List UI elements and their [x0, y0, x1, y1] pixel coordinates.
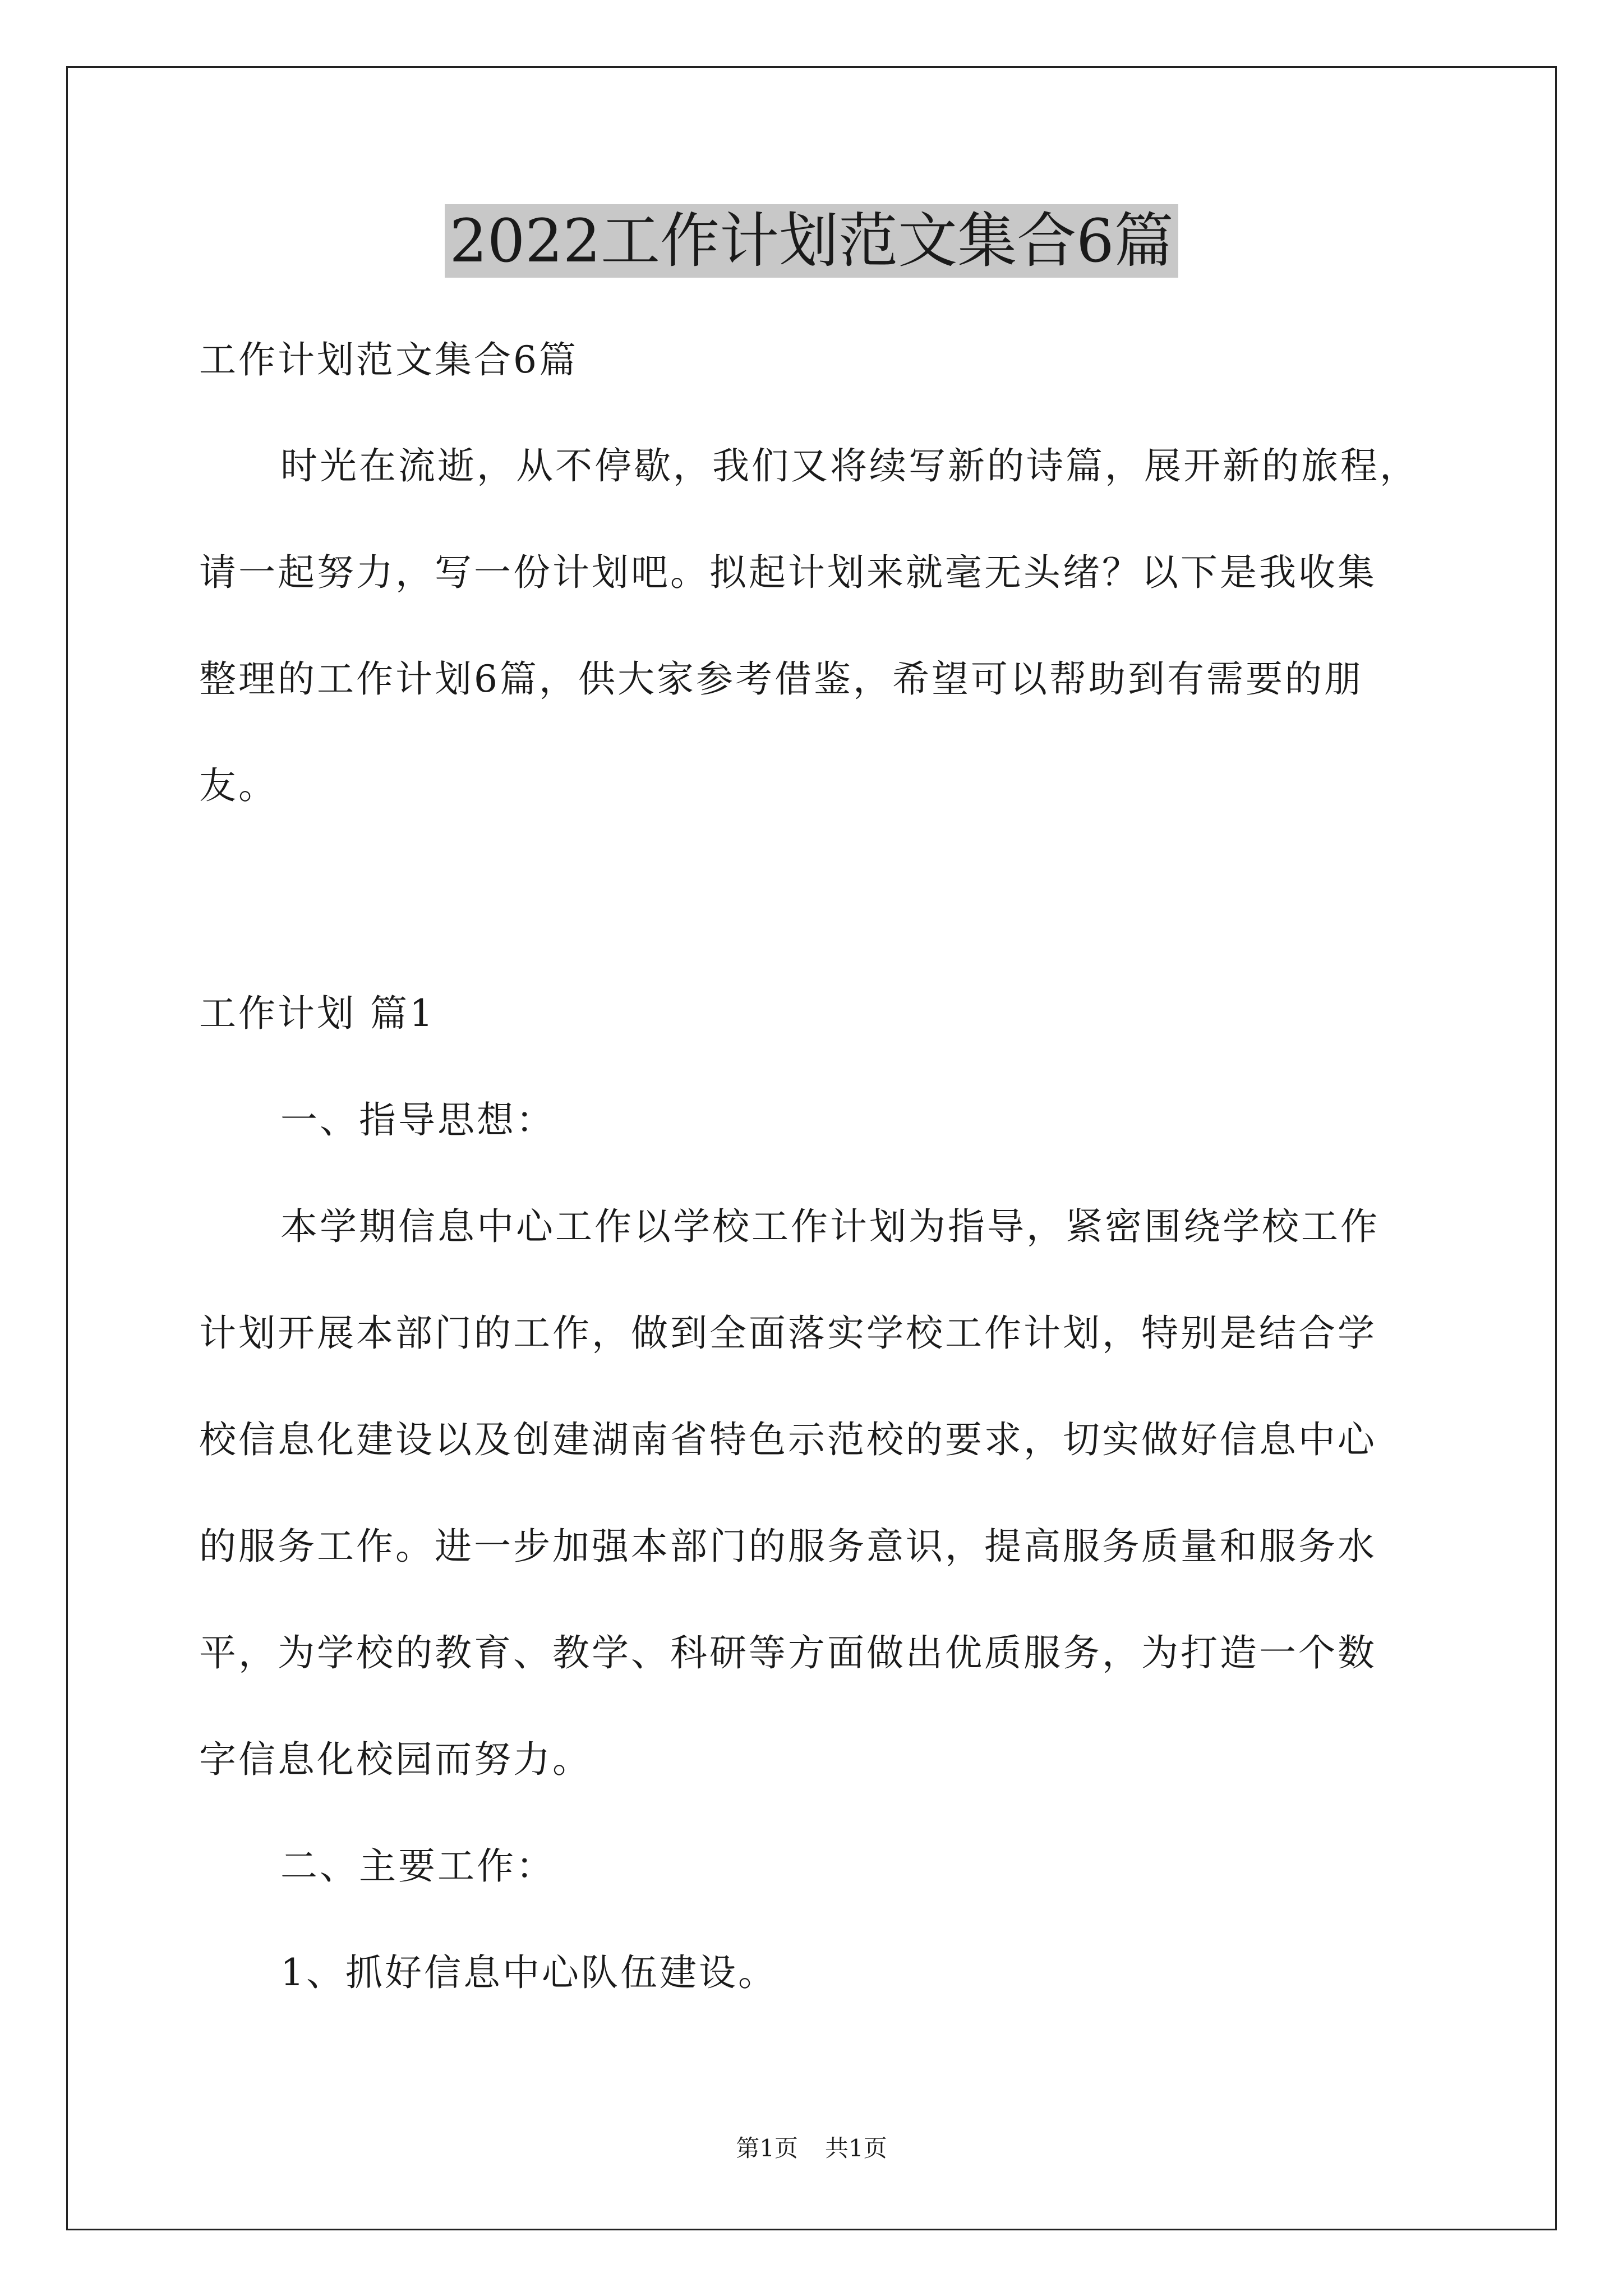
intro-line-2: 请一起努力，写一份计划吧。拟起计划来就毫无头绪？以下是我收集: [199, 551, 1377, 594]
document-subtitle: 工作计划范文集合6篇: [199, 338, 578, 381]
document-title-text: 2022工作计划范文集合6篇: [445, 204, 1178, 278]
page-border: [66, 66, 1557, 2230]
page-number-current: 第1页: [736, 2134, 798, 2162]
heading-main-work: 二、主要工作：: [280, 1844, 555, 1888]
body-line-1: 本学期信息中心工作以学校工作计划为指导，紧密围绕学校工作: [280, 1205, 1380, 1248]
intro-line-1: 时光在流逝，从不停歇，我们又将续写新的诗篇，展开新的旅程，: [280, 444, 1419, 487]
list-item-1: 1、抓好信息中心队伍建设。: [280, 1951, 777, 1994]
body-line-2: 计划开展本部门的工作，做到全面落实学校工作计划，特别是结合学: [199, 1312, 1377, 1355]
body-line-6: 字信息化校园而努力。: [199, 1738, 592, 1781]
document-title: [0, 199, 1623, 283]
body-line-4: 的服务工作。进一步加强本部门的服务意识，提高服务质量和服务水: [199, 1525, 1377, 1568]
section-heading: 工作计划 篇1: [199, 992, 435, 1035]
page-number-total: 共1页: [825, 2134, 887, 2162]
intro-line-3: 整理的工作计划6篇，供大家参考借鉴，希望可以帮助到有需要的朋: [199, 657, 1363, 701]
intro-line-4: 友。: [199, 764, 278, 807]
body-line-3: 校信息化建设以及创建湖南省特色示范校的要求，切实做好信息中心: [199, 1418, 1377, 1461]
page-footer: [0, 2132, 1623, 2165]
body-line-5: 平，为学校的教育、教学、科研等方面做出优质服务，为打造一个数: [199, 1631, 1377, 1674]
heading-guiding-ideology: 一、指导思想：: [280, 1098, 555, 1142]
